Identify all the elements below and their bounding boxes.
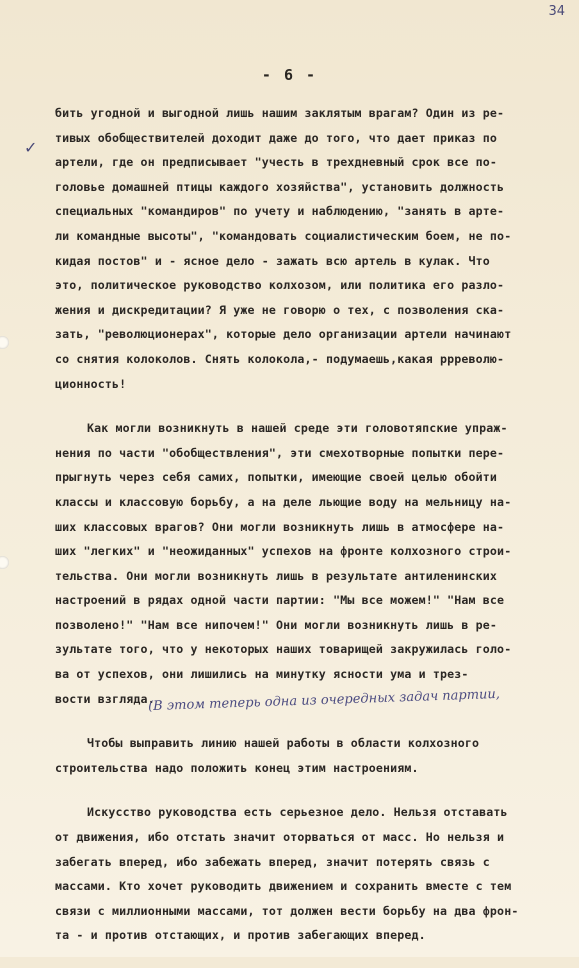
handwritten-note: (В этом теперь одна из очередных задач партии, xyxy=(147,686,501,715)
text-line: классы и классовую борьбу, а на деле льющие воду на мельницу на- xyxy=(55,494,512,509)
page-mark: - 6 - xyxy=(261,66,318,84)
text-line: Чтобы выправить линию нашей работы в области колхозного xyxy=(87,736,480,751)
text-line: тельства. Они могли возникнуть лишь в результате антиленинских xyxy=(55,568,498,583)
text-line: вости взгляда. xyxy=(55,691,155,706)
text-line: бить угодной и выгодной лишь нашим заклятым врагам? Один из ре- xyxy=(55,106,505,120)
paragraph xyxy=(55,416,567,711)
paragraph xyxy=(55,800,567,948)
paragraph xyxy=(55,101,567,396)
text-line: та - и против отстающих, и против забегающих вперед. xyxy=(55,928,426,943)
text-line: позволено!" "Нам все нипочем!" Они могли возникнуть лишь в ре- xyxy=(55,617,498,632)
text-line: Как могли возникнуть в нашей среде эти головотяпские упраж- xyxy=(87,421,508,436)
page-number: 34 xyxy=(548,4,565,19)
text-line: от движения, ибо отстать значит оторваться от масс. Но нельзя и xyxy=(55,830,505,845)
text-line: специальных "командиров" по учету и наблюдению, "занять в арте- xyxy=(55,204,505,219)
text-line: ших классовых врагов? Они могли возникнуть лишь в атмосфере на- xyxy=(55,519,505,534)
text-line: нения по части "обобществления", эти смехотворные попытки пере- xyxy=(55,445,505,460)
text-line: артели, где он предписывает "учесть в трехдневный срок все по- xyxy=(55,155,498,170)
text-line: ва от успехов, они лишились на минутку ясности ума и трез- xyxy=(55,667,469,682)
paragraph xyxy=(55,731,567,780)
text-line: строительства надо положить конец этим настроениям. xyxy=(55,760,419,775)
text-line: тивых обобществителей доходит даже до того, что дает приказ по xyxy=(55,130,498,145)
text-line: зультате того, что у некоторых наших товарищей закружилась голо- xyxy=(55,642,512,657)
text-line: головье домашней птицы каждого хозяйства", установить должность xyxy=(55,179,505,194)
text-line: со снятия колоколов. Снять колокола,- подумаешь,какая ррреволю- xyxy=(55,351,505,366)
text-line: зать, "революционерах", которые дело организации артели начинают xyxy=(55,327,512,342)
check-mark-icon: ✓ xyxy=(24,138,38,157)
text-line: кидая постов" и - ясное дело - зажать всю артель в кулак. Что xyxy=(55,253,490,268)
document-body xyxy=(55,101,567,968)
text-line: Искусство руководства есть серьезное дело. Нельзя отставать xyxy=(87,805,508,820)
text-line: массами. Кто хочет руководить движением и сохранить вместе с тем xyxy=(55,879,512,894)
text-line: ли командные высоты", "командовать социалистическим боем, не по- xyxy=(55,228,512,243)
text-line: прыгнуть через себя самих, попытки, имеющие своей целью обойти xyxy=(55,470,498,485)
text-line: жения и дискредитации? Я уже не говорю о тех, с позволения ска- xyxy=(55,302,505,317)
text-line: настроений в рядах одной части партии: "Мы все можем!" "Нам все xyxy=(55,593,505,608)
text-line: это, политическое руководство колхозом, или политика его разло- xyxy=(55,278,505,293)
punch-hole xyxy=(0,336,9,349)
text-line: ших "легких" и "неожиданных" успехов на фронте колхозного строи- xyxy=(55,544,512,559)
punch-hole xyxy=(0,556,9,569)
text-line: забегать вперед, ибо забежать вперед, значит потерять связь с xyxy=(55,854,490,869)
text-line: связи с миллионными массами, тот должен вести борьбу на два фрон- xyxy=(55,903,519,918)
text-line: ционность! xyxy=(55,376,127,391)
